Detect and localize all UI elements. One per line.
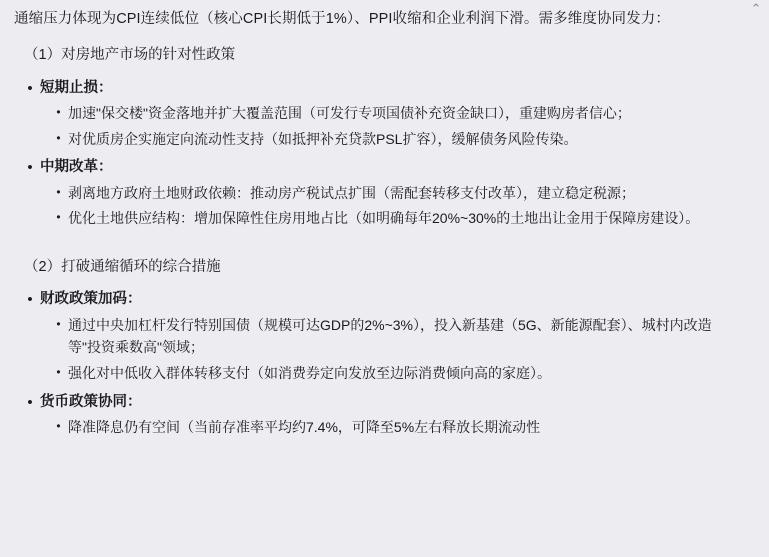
bullet-icon: • (27, 159, 33, 177)
list-item (27, 288, 738, 384)
scroll-up-icon[interactable]: ⌃ (750, 1, 762, 16)
group-label: 货币政策协同 (40, 393, 127, 410)
group-label-suffix: ： (127, 393, 142, 410)
sub-list (40, 314, 738, 385)
sub-list (40, 102, 738, 150)
list-item (56, 207, 738, 230)
section-2-group-list (14, 288, 738, 438)
list-item (56, 362, 738, 385)
list-item (56, 182, 738, 205)
list-item (27, 77, 738, 151)
list-item (56, 102, 738, 125)
section-2 (14, 256, 738, 439)
list-item (56, 128, 738, 151)
lead-paragraph: 通缩压力体现为CPI连续低位（核心CPI长期低于1%）、PPI收缩和企业利润下滑。需多维度协同发力： (14, 11, 670, 27)
list-item-text: 优化土地供应结构：增加保障性住房用地占比（如明确每年20%~30%的土地出让金用于保障房建设）。 (68, 210, 700, 227)
bullet-icon: • (27, 291, 33, 309)
bullet-icon: • (27, 393, 33, 411)
group-label-suffix: ： (98, 159, 113, 176)
group-label: 中期改革 (40, 159, 98, 176)
section-2-title: （2）打破通缩循环的综合措施 (24, 259, 221, 275)
group-label-suffix: ： (98, 79, 113, 96)
list-item-text: 降准降息仍有空间（当前存准率平均约7.4%，可降至5%左右释放长期流动性 (68, 418, 541, 435)
bullet-icon: • (27, 79, 33, 97)
sub-list (40, 416, 738, 439)
bullet-icon: • (56, 210, 61, 225)
section-1-group-list (14, 77, 738, 230)
list-item (27, 391, 738, 439)
sub-list (40, 182, 738, 230)
bullet-icon: • (56, 316, 61, 331)
list-item-text: 强化对中低收入群体转移支付（如消费券定向发放至边际消费倾向高的家庭）。 (68, 365, 551, 381)
bullet-icon: • (56, 418, 61, 433)
list-item (56, 416, 738, 439)
bullet-icon: • (56, 365, 61, 379)
list-item-text: 剥离地方政府土地财政依赖：推动房产税试点扩围（需配套转移支付改革），建立稳定税源； (68, 184, 635, 201)
list-item-text: 通过中央加杠杆发行特别国债（规模可达GDP的2%~3%），投入新基建（5G、新能源配套）、城村内改造等"投资乘数高"领域； (68, 316, 712, 356)
list-item-text: 对优质房企实施定向流动性支持（如抵押补充贷款PSL扩容），缓解债务风险传染。 (68, 130, 578, 147)
group-label-suffix: ： (127, 291, 142, 308)
group-label: 财政政策加码 (40, 291, 127, 308)
section-1-title: （1）对房地产市场的针对性政策 (24, 47, 236, 64)
bullet-icon: • (56, 184, 61, 199)
list-item-text: 加速"保交楼"资金落地并扩大覆盖范围（可发行专项国债补充资金缺口），重建购房者信心； (68, 105, 631, 122)
section-1 (14, 44, 738, 230)
list-item (27, 156, 738, 230)
section-divider-space (14, 236, 738, 256)
group-label: 短期止损 (40, 79, 98, 96)
list-item (56, 314, 738, 359)
bullet-icon: • (56, 130, 61, 145)
bullet-icon: • (56, 105, 61, 120)
